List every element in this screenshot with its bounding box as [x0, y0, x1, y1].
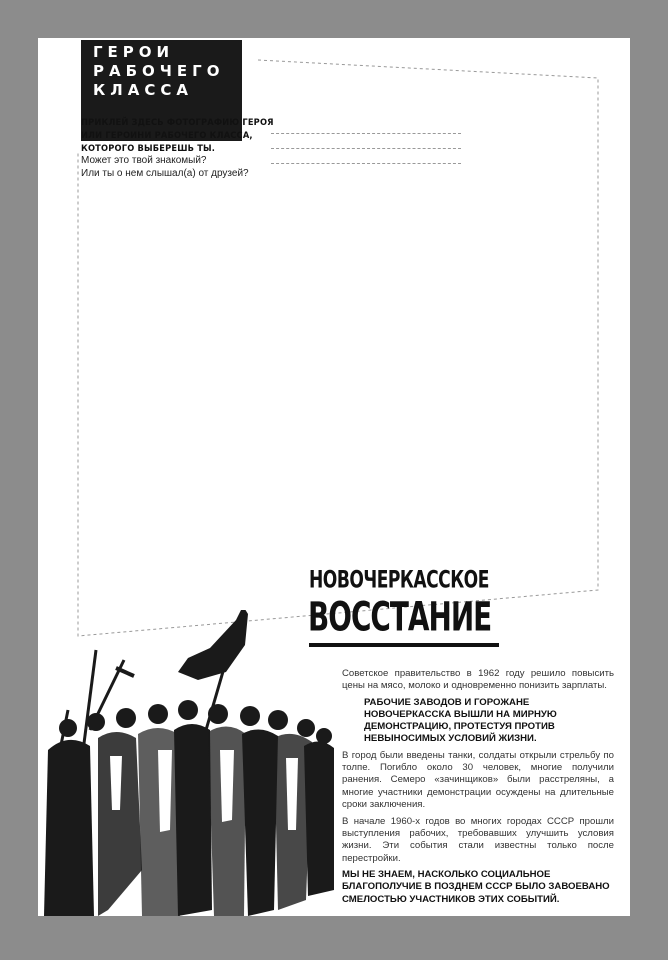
poster-page — [38, 38, 630, 916]
paragraph-3: В начале 1960-х годов во многих городах СССР прошли выступления рабочих, требовавших улучшить условия жизни. Эти события стали известны только после перестройки. — [342, 815, 614, 864]
instruction-line-3: КОТОРОГО ВЫБЕРЕШЬ ТЫ. — [81, 143, 216, 154]
paragraph-2: В город были введены танки, солдаты открыли стрельбу по толпе. Погибло около 30 человек, многие получили ранения. Семеро «зачинщиков» были расстреляны, а многие участники демонстрации осуждены на длительные сроки заключения. — [342, 749, 614, 811]
instructions — [81, 116, 281, 180]
instruction-line-2: ИЛИ ГЕРОИНИ РАБОЧЕГО КЛАССА, — [81, 130, 253, 141]
header-line-3: КЛАССА — [93, 81, 193, 99]
fill-in-lines — [271, 133, 461, 178]
title-line-1: НОВОЧЕРКАССКОЕ — [309, 566, 489, 594]
header-line-2: РАБОЧЕГО — [93, 62, 225, 80]
title-line-2: ВОССТАНИЕ — [308, 594, 492, 641]
paragraph-1-emphasis: РАБОЧИЕ ЗАВОДОВ И ГОРОЖАНЕ НОВОЧЕРКАССКА ВЫШЛИ НА МИРНУЮ ДЕМОНСТРАЦИЮ, ПРОТЕСТУЯ ПРОТИВ НЕВЫНОСИМЫХ УСЛОВИЙ ЖИЗНИ. — [364, 696, 557, 745]
question-line-1: Может это твой знакомый? — [81, 155, 207, 166]
fill-line[interactable] — [271, 133, 461, 134]
title-underline — [309, 643, 499, 647]
fill-line[interactable] — [271, 163, 461, 164]
crowd-photo — [38, 610, 338, 916]
paragraph-3-emphasis: МЫ НЕ ЗНАЕМ, НАСКОЛЬКО СОЦИАЛЬНОЕ БЛАГОПОЛУЧИЕ В ПОЗДНЕМ СССР БЫЛО ЗАВОЕВАНО СМЕЛОСТЬЮ УЧАСТНИКОВ ЭТИХ СОБЫТИЙ. — [342, 869, 610, 905]
instruction-line-1: ПРИКЛЕЙ ЗДЕСЬ ФОТОГРАФИЮ ГЕРОЯ — [81, 117, 274, 128]
header-line-1: ГЕРОИ — [93, 43, 175, 61]
fill-line[interactable] — [271, 148, 461, 149]
article-body — [342, 668, 614, 910]
paragraph-1: Советское правительство в 1962 году решило повысить цены на мясо, молоко и одновременно понизить зарплаты. — [342, 668, 614, 692]
question-line-2: Или ты о нем слышал(а) от друзей? — [81, 167, 249, 179]
